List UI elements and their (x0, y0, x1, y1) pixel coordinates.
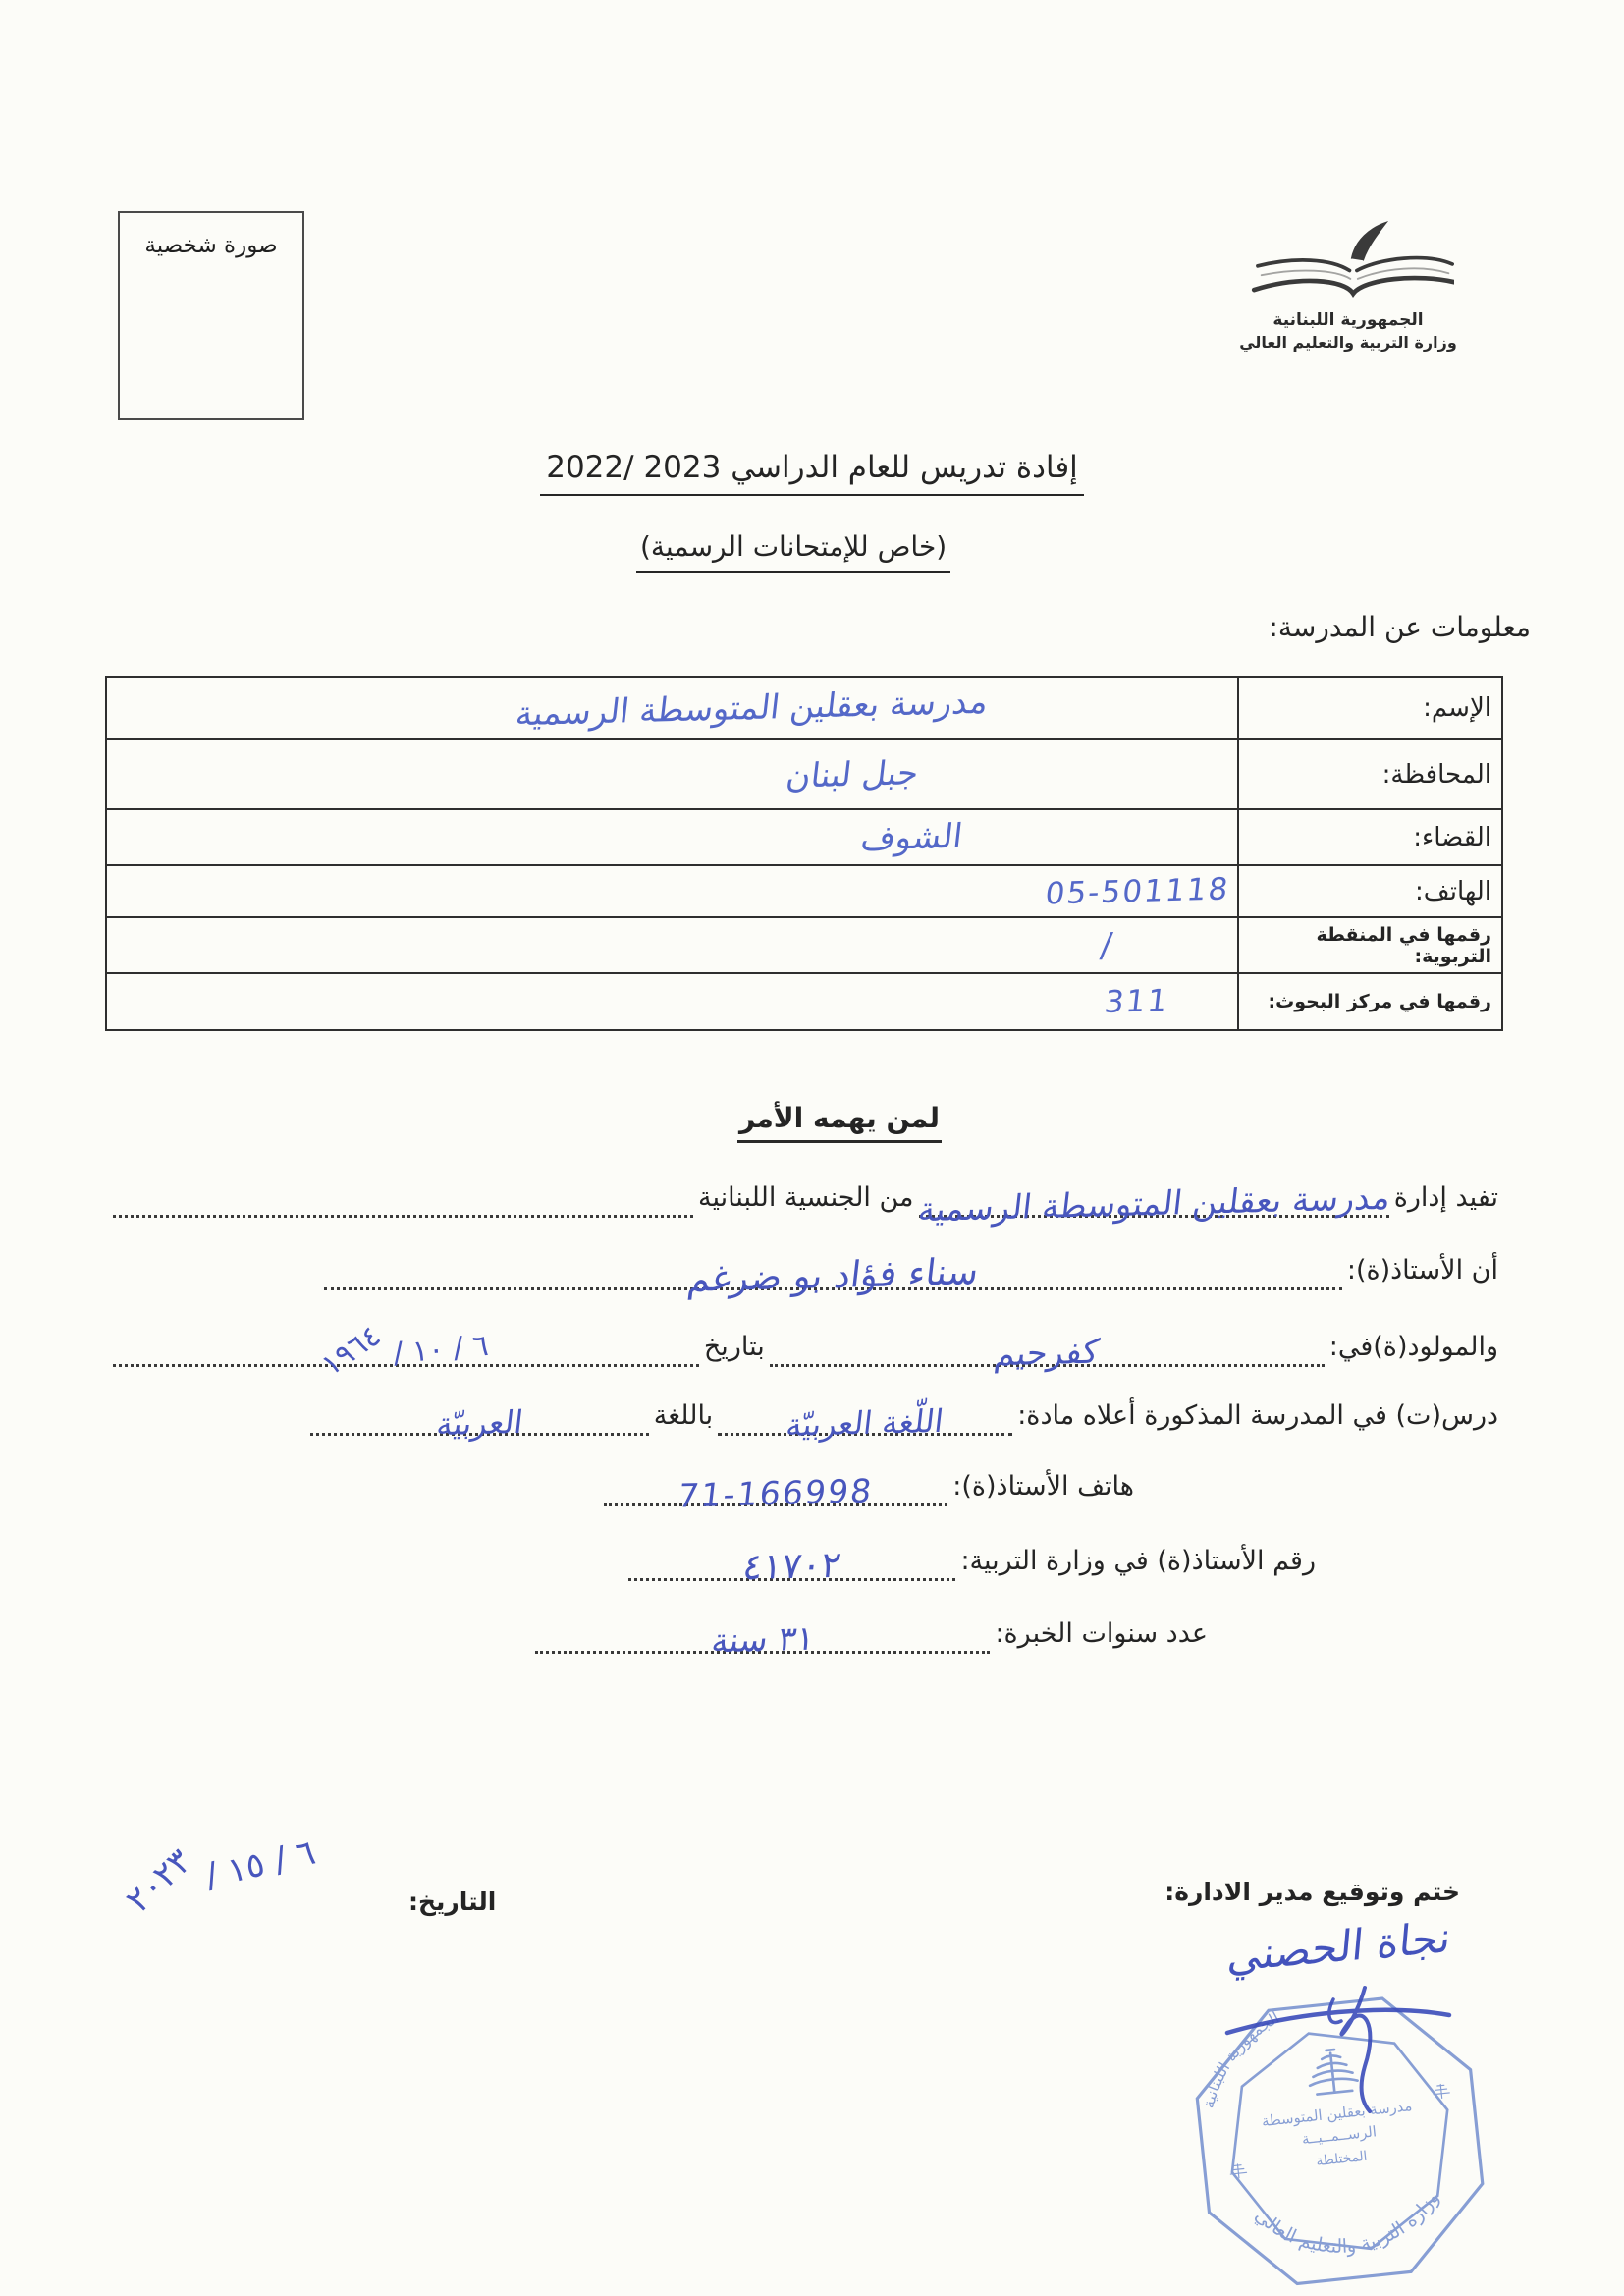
dotted-field (113, 1176, 693, 1218)
open-book-logo-icon (1243, 218, 1454, 308)
form-title (0, 450, 1624, 496)
line3-middle: بتاريخ (703, 1332, 765, 1362)
handwritten-language: العربيّة (434, 1402, 525, 1444)
handwritten-teacher-name: سناء فؤاد بو ضرغم (685, 1250, 981, 1300)
date-label: التاريخ: (408, 1887, 497, 1916)
birth-day-month: / ٦ / ١٠ (391, 1328, 490, 1372)
date-year: ٢٠٢٣ (118, 1841, 200, 1921)
handwritten-teacher-phone: 71-166998 (676, 1471, 876, 1515)
school-name-label: الإسم: (1237, 678, 1501, 738)
line4-prefix: درس(ت) في المدرسة المذكورة أعلاه مادة: (1017, 1400, 1498, 1431)
ministry-name-line1: الجمهورية اللبنانية (1272, 310, 1424, 330)
form-title-text: إفادة تدريس للعام الدراسي 2023 /2022 (540, 450, 1084, 496)
line2-prefix: أن الأستاذ(ة): (1346, 1255, 1498, 1285)
line1-suffix: من الجنسية اللبنانية (698, 1182, 914, 1213)
dotted-field (628, 1540, 955, 1589)
research-center-number-label: رقمها في مركز البحوث: (1237, 974, 1501, 1029)
school-info-heading: معلومات عن المدرسة: (1269, 611, 1531, 643)
stamp-center-line2: الرســمــيــة (1301, 2123, 1378, 2149)
governorate-value: جبل لبنان (784, 752, 921, 796)
line5-label: هاتف الأستاذ(ة): (952, 1471, 1134, 1502)
district-label: القضاء: (1237, 810, 1501, 864)
table-row (107, 864, 1501, 916)
svg-text:وزارة التربية والتعليم العالي (1249, 2186, 1448, 2267)
dotted-field (113, 1318, 699, 1384)
date-day-month: / ٦ / ١٥ (201, 1832, 320, 1897)
table-row (107, 916, 1501, 972)
form-subtitle (636, 530, 950, 573)
photo-placeholder-box (118, 211, 304, 420)
letter-heading (27, 1102, 1624, 1143)
line3-prefix: والمولود(ة)في: (1328, 1332, 1498, 1362)
dotted-field (718, 1394, 1012, 1445)
dotted-field (604, 1465, 947, 1515)
line7-label: عدد سنوات الخبرة: (995, 1618, 1208, 1649)
form-subtitle-text: (خاص للإمتحانات الرسمية) (636, 530, 950, 573)
school-info-table (105, 676, 1503, 1031)
school-name-value: مدرسة بعقلين المتوسطة الرسمية (513, 682, 991, 735)
edu-district-number-value: / (1098, 925, 1114, 965)
stamp-center-line3: المختلطة (1315, 2148, 1369, 2170)
governorate-label: المحافظة: (1237, 740, 1501, 808)
school-phone-label: الهاتف: (1237, 866, 1501, 916)
ministry-name-line2: وزارة التربية والتعليم العالي (1239, 333, 1457, 352)
handwritten-birthplace: كفرحيم (992, 1332, 1102, 1375)
table-row (107, 678, 1501, 738)
handwritten-birthdate (315, 1318, 490, 1384)
district-value: الشوف (858, 816, 965, 858)
line6-label: رقم الأستاذ(ة) في وزارة التربية: (960, 1546, 1316, 1576)
handwritten-date (118, 1832, 320, 1921)
letter-line-birth (113, 1318, 1503, 1384)
dotted-field (310, 1394, 649, 1444)
dotted-field (770, 1326, 1325, 1375)
handwritten-ministry-number: ٤١٧٠٢ (740, 1543, 844, 1589)
stamp-ring-top-text: الجمهورية اللبنانية (1198, 2007, 1283, 2110)
dotted-field (535, 1613, 990, 1662)
letter-line-ministry-number (628, 1540, 1321, 1589)
handwritten-experience-years: ٣١ سنة (709, 1618, 817, 1662)
letter-line-experience-years (535, 1613, 1213, 1662)
school-phone-value: 05-501118 (1043, 871, 1232, 911)
table-row (107, 738, 1501, 808)
letter-line-teacher-name (324, 1249, 1503, 1300)
edu-district-number-label: رقمها في المنقطة التربوية: (1237, 918, 1501, 972)
ministry-header (1235, 218, 1461, 352)
photo-box-label: صورة شخصية (144, 233, 278, 258)
signature-scribble-icon (1216, 1972, 1461, 2114)
letter-line-teacher-phone (604, 1465, 1139, 1515)
dotted-field (915, 1176, 1392, 1230)
dotted-field (324, 1249, 1342, 1300)
handwritten-subject: اللّغة العربيّة (785, 1401, 947, 1445)
stamp-signature-label: ختم وتوقيع مدير الادارة: (1164, 1878, 1460, 1906)
director-signature: نجاة الحصني (1225, 1912, 1453, 1983)
letter-heading-text: لمن يهمه الأمر (737, 1102, 942, 1143)
stamp-center-line1: مدرسة بعقلين المتوسطة (1261, 2098, 1414, 2131)
research-center-number-value: 311 (1102, 983, 1171, 1020)
stamp-ring-bottom-text: وزارة التربية والتعليم العالي (1250, 2187, 1444, 2258)
line1-prefix: تفيد إدارة (1393, 1182, 1498, 1213)
table-row (107, 972, 1501, 1029)
birth-year: ١٩٦٤ (315, 1318, 387, 1384)
table-row (107, 808, 1501, 864)
letter-line-subject (236, 1394, 1503, 1445)
line4-middle: باللغة (653, 1400, 714, 1431)
handwritten-school-name: مدرسة بعقلين المتوسطة الرسمية (915, 1177, 1392, 1230)
letter-line-school-nationality (113, 1176, 1503, 1230)
